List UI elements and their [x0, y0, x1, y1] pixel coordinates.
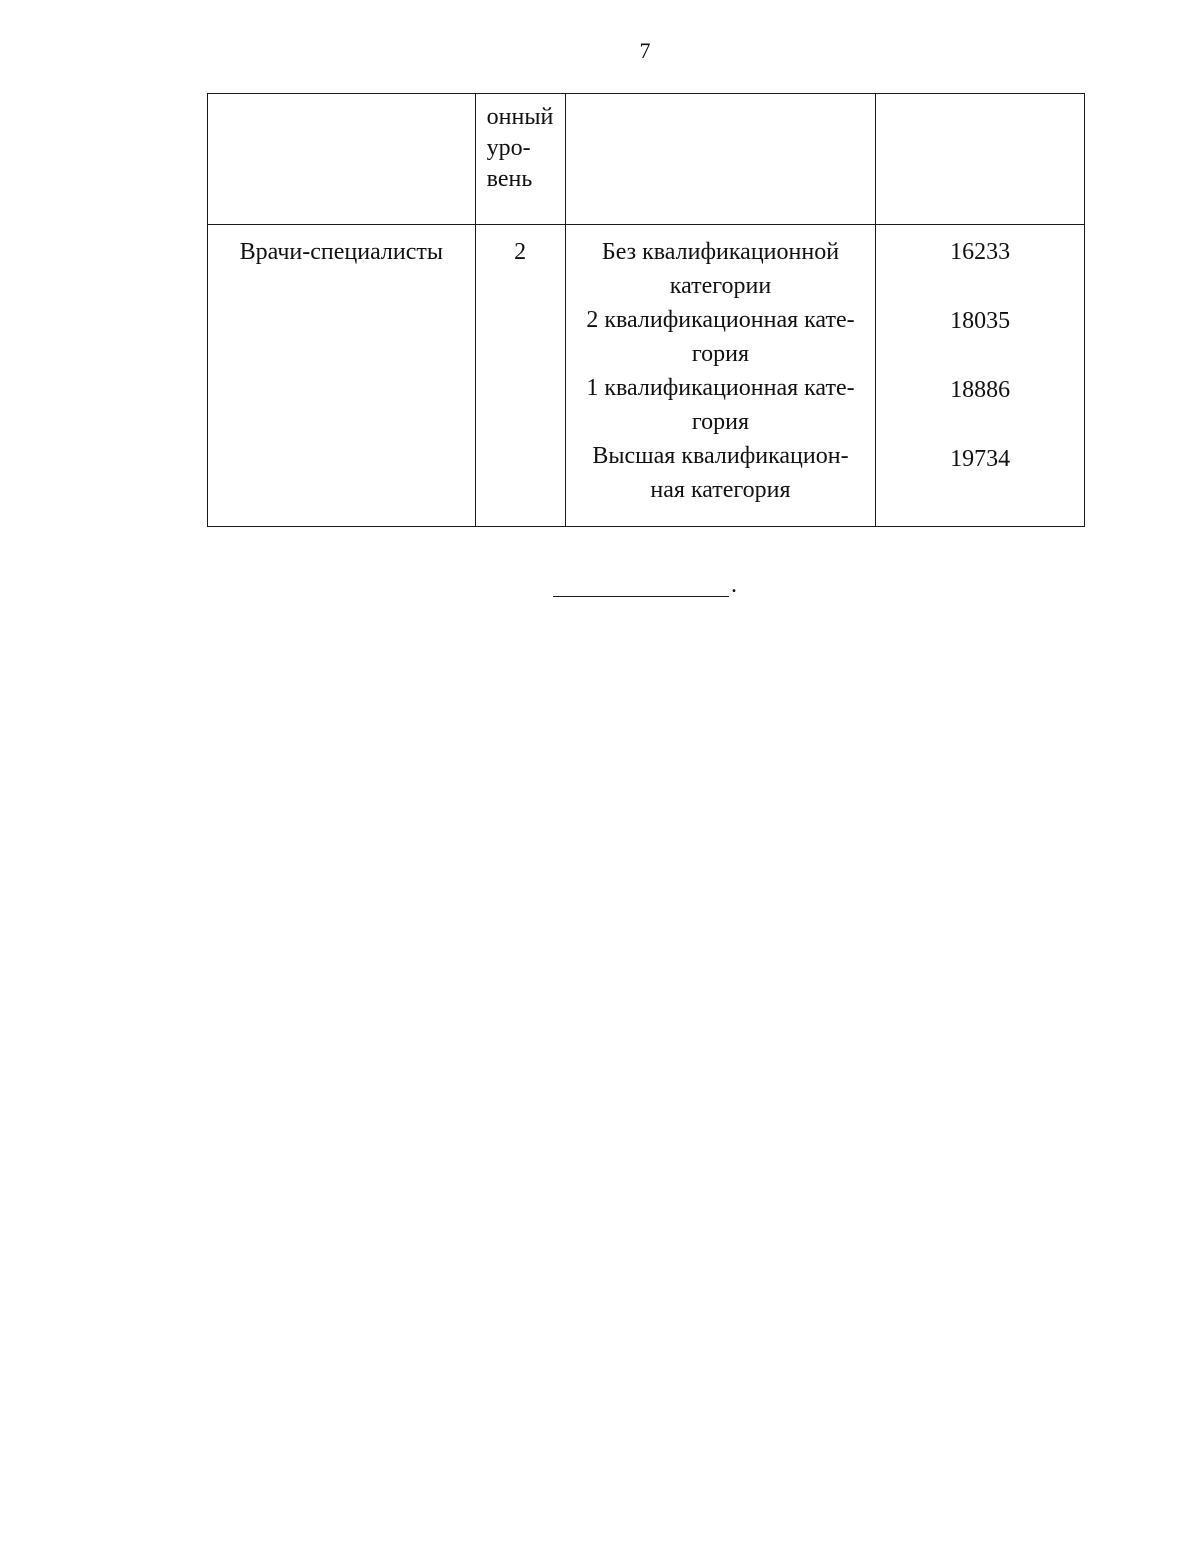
salary-value: 18886: [950, 377, 1011, 403]
salary-value: 16233: [950, 239, 1011, 265]
category-line: 2 квалификационная кате-: [586, 307, 855, 333]
qualification-categories: [565, 225, 876, 527]
category-line: ная категория: [650, 477, 791, 503]
header-cell-salary: [876, 94, 1085, 225]
qualification-level: 2: [475, 225, 565, 527]
category-line: 1 квалификационная кате-: [586, 375, 855, 401]
salary-value: 19734: [950, 446, 1011, 472]
end-of-document-dot: .: [731, 572, 737, 598]
category-line: гория: [691, 341, 750, 367]
category-line: категории: [669, 273, 772, 299]
salary-value: 18035: [950, 308, 1011, 334]
end-of-document-line: [553, 596, 729, 597]
category-line: Высшая квалификацион-: [592, 443, 849, 469]
header-cell-level: [475, 94, 565, 225]
header-level-line: вень: [486, 166, 533, 192]
salary-table: [207, 93, 1085, 527]
page-number: 7: [639, 38, 651, 63]
table-row: [208, 225, 1085, 527]
qualification-group: Врачи-специалисты: [208, 225, 476, 527]
header-cell-category: [565, 94, 876, 225]
header-level-line: онный: [486, 104, 554, 130]
table-header-continuation: [208, 94, 1085, 225]
header-cell-group: [208, 94, 476, 225]
header-level-line: уро-: [486, 135, 531, 161]
category-line: гория: [691, 409, 750, 435]
salary-values: [876, 225, 1085, 527]
category-line: Без квалификационной: [601, 239, 840, 265]
